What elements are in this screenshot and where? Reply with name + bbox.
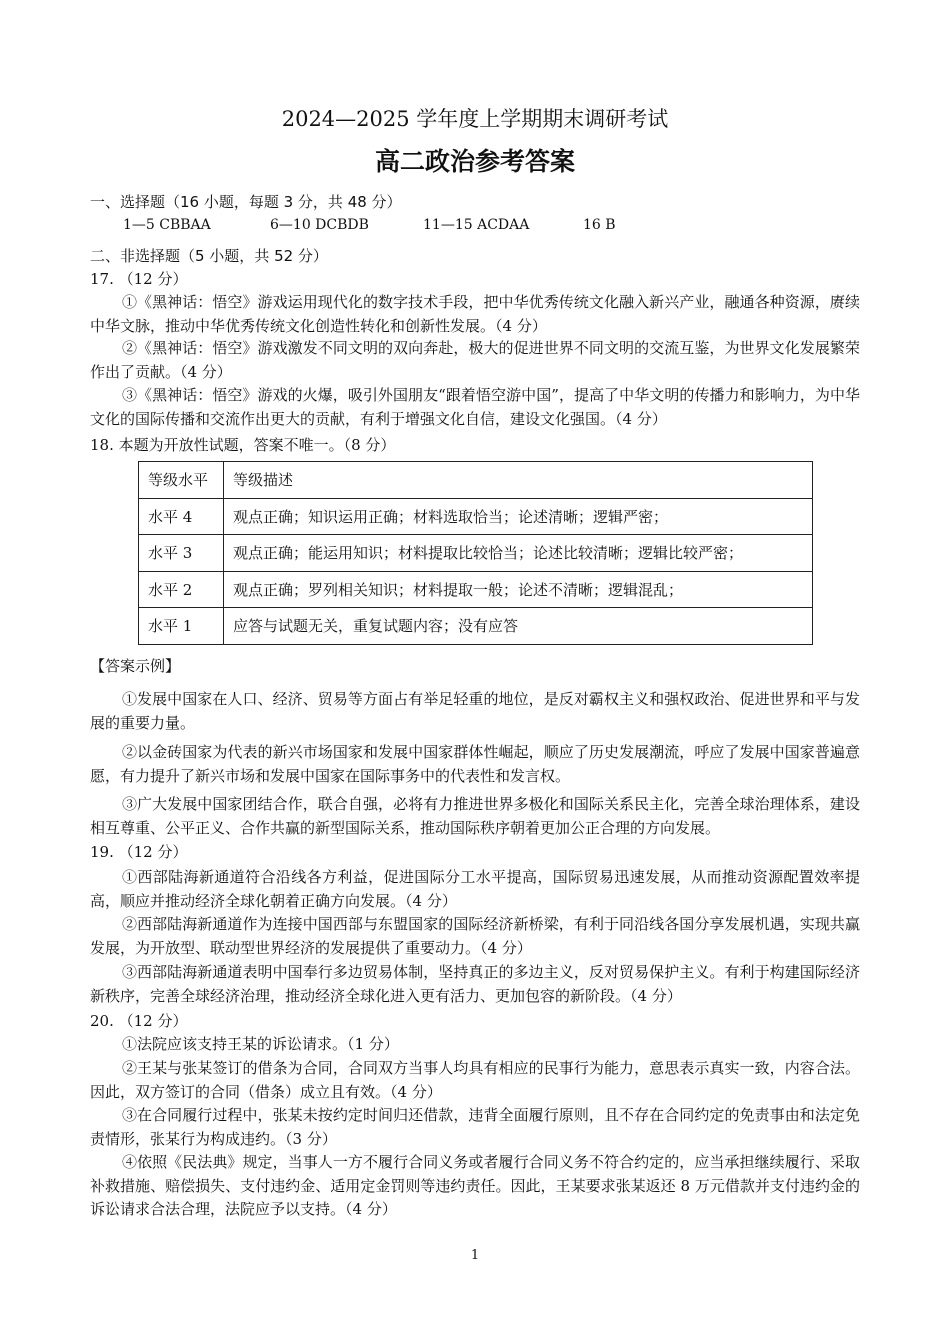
q17-point-1: ①《黑神话：悟空》游戏运用现代化的数字技术手段，把中华优秀传统文化融入新兴产业，融通各种资源，赓续中华文脉，推动中华优秀传统文化创造性转化和创新性发展。（4 分） [90, 293, 860, 335]
section-2-heading: 二、非选择题（5 小题，共 52 分） [90, 247, 328, 265]
table-cell-level: 水平 3 [139, 535, 224, 572]
table-cell-level: 水平 4 [139, 498, 224, 535]
q20-point-1: ①法院应该支持王某的诉讼请求。（1 分） [122, 1035, 399, 1053]
q19-point-2: ②西部陆海新通道作为连接中国西部与东盟国家的国际经济新桥梁，有利于同沿线各国分享发展机遇，实现共赢发展，为开放型、联动型世界经济的发展提供了重要动力。（4 分） [90, 915, 860, 957]
q20-point-2: ②王某与张某签订的借条为合同，合同双方当事人均具有相应的民事行为能力，意思表示真实一致，内容合法。因此，双方签订的合同（借条）成立且有效。（4 分） [90, 1059, 860, 1101]
q19-point-3: ③西部陆海新通道表明中国奉行多边贸易体制，坚持真正的多边主义，反对贸易保护主义。有利于构建国际经济新秩序，完善全球经济治理，推动经济全球化进入更有活力、更加包容的新阶段。（4 分） [90, 963, 860, 1005]
answer-key-title: 高二政治参考答案 [374, 147, 575, 176]
q19-label: 19. （12 分） [90, 843, 188, 861]
table-cell-description: 观点正确；能运用知识；材料提取比较恰当；论述比较清晰；逻辑比较严密； [224, 535, 813, 572]
table-row [139, 608, 813, 645]
grading-table [138, 461, 813, 645]
table-cell-description: 观点正确；知识运用正确；材料选取恰当；论述清晰；逻辑严密； [224, 498, 813, 535]
table-cell-level: 水平 1 [139, 608, 224, 645]
table-cell-description: 应答与试题无关，重复试题内容；没有应答 [224, 608, 813, 645]
mc-answers-1-5: 1—5 CBBAA [123, 217, 211, 233]
q17-point-2: ②《黑神话：悟空》游戏激发不同文明的双向奔赴，极大的促进世界不同文明的交流互鉴，为世界文化发展繁荣作出了贡献。（4 分） [90, 339, 860, 381]
q20-point-4: ④依照《民法典》规定，当事人一方不履行合同义务或者履行合同义务不符合约定的，应当承担继续履行、采取补救措施、赔偿损失、支付违约金、适用定金罚则等违约责任。因此，王某要求张某返还 8 万元借款并支付违约金的诉讼请求合法合理，法院应予以支持。（4 分） [90, 1153, 860, 1218]
q19-point-1: ①西部陆海新通道符合沿线各方利益，促进国际分工水平提高，国际贸易迅速发展，从而推动资源配置效率提高，顺应并推动经济全球化朝着正确方向发展。（4 分） [90, 868, 860, 910]
table-cell-description: 观点正确；罗列相关知识；材料提取一般；论述不清晰；逻辑混乱； [224, 571, 813, 608]
table-header-row [139, 462, 813, 499]
mc-answers-6-10: 6—10 DCBDB [270, 217, 369, 233]
q20-point-3: ③在合同履行过程中，张某未按约定时间归还借款，违背全面履行原则，且不存在合同约定的免责事由和法定免责情形，张某行为构成违约。（3 分） [90, 1106, 860, 1148]
q18-point-2: ②以金砖国家为代表的新兴市场国家和发展中国家群体性崛起，顺应了历史发展潮流，呼应了发展中国家普遍意愿，有力提升了新兴市场和发展中国家在国际事务中的代表性和发言权。 [90, 743, 860, 785]
section-1-heading: 一、选择题（16 小题，每题 3 分，共 48 分） [90, 193, 402, 211]
page-number: 1 [470, 1248, 480, 1263]
mc-answer-16: 16 B [583, 217, 616, 233]
table-row [139, 498, 813, 535]
q18-label: 18. 本题为开放性试题，答案不唯一。（8 分） [90, 436, 396, 454]
q17-point-3: ③《黑神话：悟空》游戏的火爆，吸引外国朋友“跟着悟空游中国”，提高了中华文明的传播力和影响力，为中华文化的国际传播和交流作出更大的贡献，有利于增强文化自信，建设文化强国。（4 分） [90, 386, 860, 428]
answer-example-label: 【答案示例】 [90, 657, 181, 675]
q18-point-1: ①发展中国家在人口、经济、贸易等方面占有举足轻重的地位，是反对霸权主义和强权政治、促进世界和平与发展的重要力量。 [90, 690, 860, 732]
mc-answers-11-15: 11—15 ACDAA [423, 217, 530, 233]
table-cell-level: 水平 2 [139, 571, 224, 608]
q18-point-3: ③广大发展中国家团结合作，联合自强，必将有力推进世界多极化和国际关系民主化，完善全球治理体系，建设相互尊重、公平正义、合作共赢的新型国际关系，推动国际秩序朝着更加公正合理的方向发展。 [90, 795, 860, 837]
table-row [139, 571, 813, 608]
q17-label: 17. （12 分） [90, 270, 188, 288]
table-row [139, 535, 813, 572]
q20-label: 20. （12 分） [90, 1012, 188, 1030]
exam-title: 2024—2025 学年度上学期期末调研考试 [281, 107, 669, 131]
table-header-cell: 等级描述 [224, 462, 813, 499]
table-header-cell: 等级水平 [139, 462, 224, 499]
